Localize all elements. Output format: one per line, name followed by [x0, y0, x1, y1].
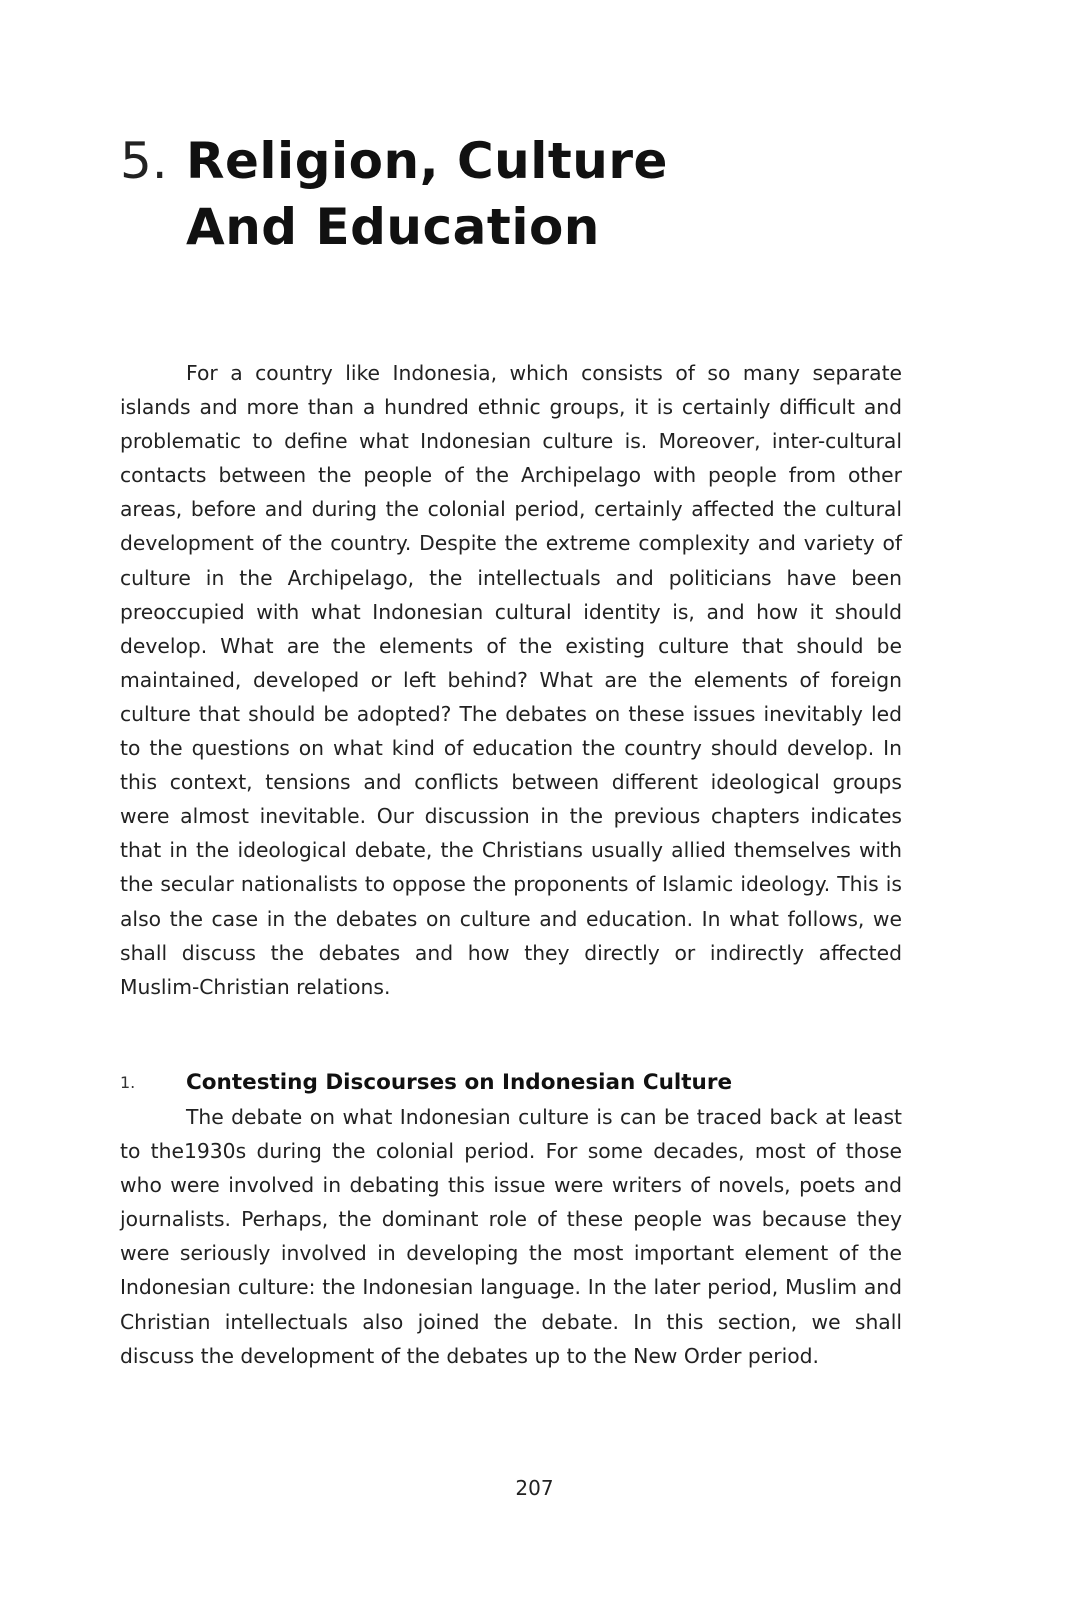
chapter-title-line-1: Religion, Culture: [186, 132, 668, 190]
section-heading: [120, 1066, 902, 1100]
intro-section: [120, 356, 902, 1004]
section-title: Contesting Discourses on Indonesian Culture: [186, 1070, 733, 1095]
page-number: 207: [515, 1476, 554, 1500]
chapter-title-line-2: And Education: [186, 198, 600, 256]
chapter-title: [186, 128, 668, 260]
chapter-number: 5.: [120, 132, 168, 190]
section-number: 1.: [120, 1073, 136, 1092]
section-paragraph: The debate on what Indonesian culture is can be traced back at least to the1930s during the colonial period. For some decades, most of those who were involved in debating this issue were writers of novels, poets and journalists. Perhaps, the dominant role of these people was because they were seriously involved in developing the most important element of the Indonesian culture: the Indonesian language. In the later period, Muslim and Christian intellectuals also joined the debate. In this section, we shall discuss the development of the debates up to the New Order period.: [120, 1105, 902, 1368]
section-body: [120, 1100, 902, 1373]
intro-paragraph: For a country like Indonesia, which consists of so many separate islands and more than a hundred ethnic groups, it is certainly difficult and problematic to define what Indonesian culture is. Moreover, inter-cultural contacts between the people of the Archipelago with people from other areas, before and during the colonial period, certainly affected the cultural development of the country. Despite the extreme complexity and variety of culture in the Archipelago, the intellectuals and politicians have been preoccupied with what Indonesian cultural identity is, and how it should develop. What are the elements of the existing culture that should be maintained, developed or left behind? What are the elements of foreign culture that should be adopted? The debates on these issues inevitably led to the questions on what kind of education the country should develop. In this context, tensions and conflicts between different ideological groups were almost inevitable. Our discussion in the previous chapters indicates that in the ideological debate, the Christians usually allied themselves with the secular nationalists to oppose the proponents of Islamic ideology. This is also the case in the debates on culture and education. In what follows, we shall discuss the debates and how they directly or indirectly affected Muslim-Christian relations.: [120, 361, 902, 999]
